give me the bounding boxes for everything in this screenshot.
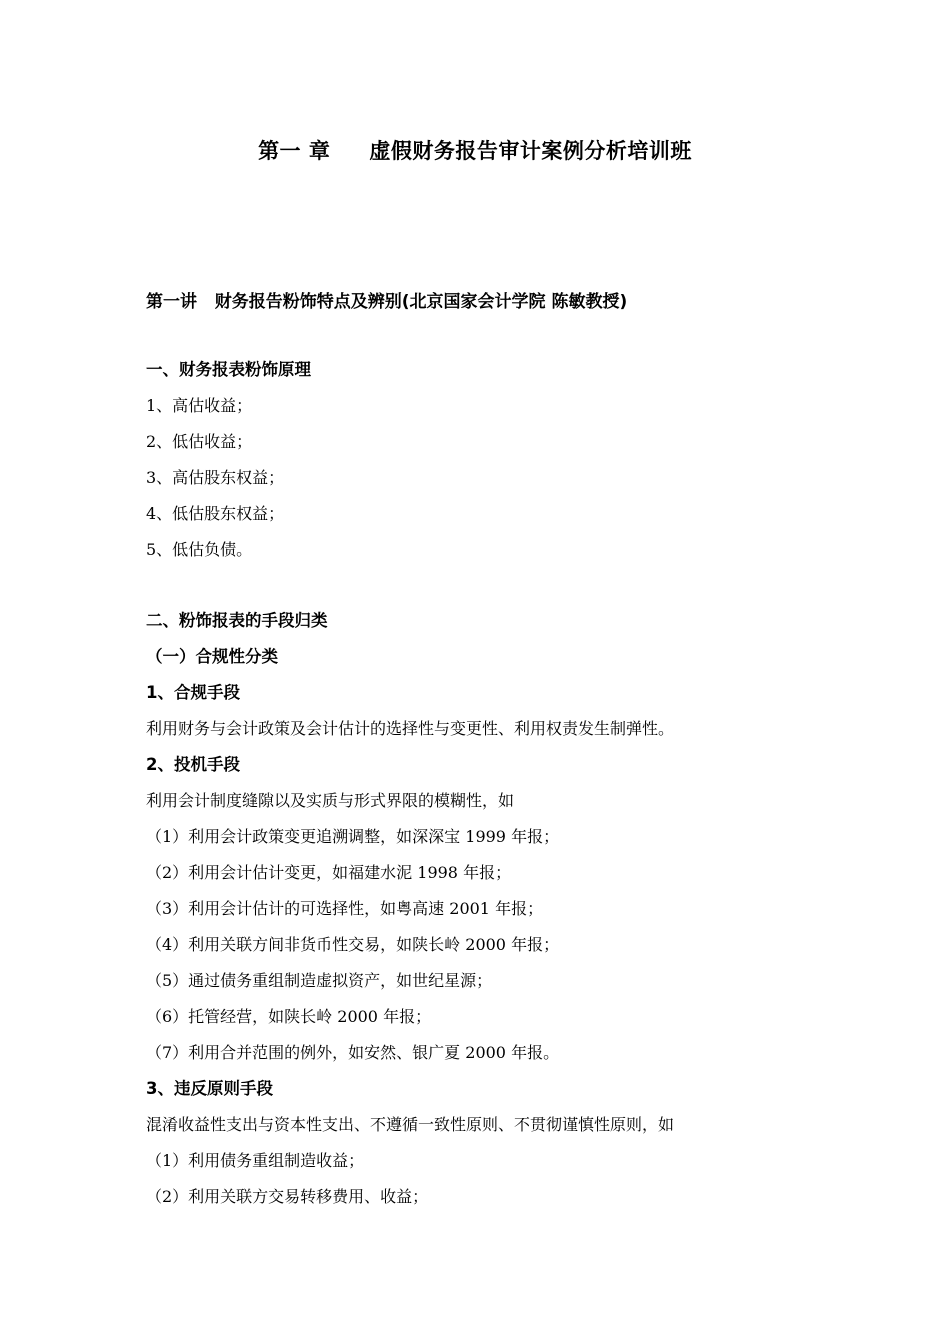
section-methods xyxy=(146,603,866,1215)
list-item: （1）利用债务重组制造收益； xyxy=(146,1151,365,1170)
subsection-heading: （一）合规性分类 xyxy=(146,647,278,666)
list-item: （7）利用合并范围的例外，如安然、银广夏 2000 年报。 xyxy=(146,1043,560,1062)
list-item: 4、低估股东权益； xyxy=(146,504,285,523)
list-item: 2、低估收益； xyxy=(146,432,253,451)
list-item: （6）托管经营，如陕长岭 2000 年报； xyxy=(146,1007,432,1026)
paragraph: 利用财务与会计政策及会计估计的选择性与变更性、利用权责发生制弹性。 xyxy=(146,719,675,738)
chapter-title: 第一 章 虚假财务报告审计案例分析培训班 xyxy=(258,139,692,163)
list-item: （4）利用关联方间非货币性交易，如陕长岭 2000 年报； xyxy=(146,935,560,954)
section-principles xyxy=(146,352,866,568)
means-heading: 2、投机手段 xyxy=(146,755,240,774)
paragraph: 混淆收益性支出与资本性支出、不遵循一致性原则、不贯彻谨慎性原则，如 xyxy=(146,1115,675,1134)
list-item: 1、高估收益； xyxy=(146,396,253,415)
list-item: 5、低估负债。 xyxy=(146,540,253,559)
list-item: （2）利用会计估计变更，如福建水泥 1998 年报； xyxy=(146,863,512,882)
list-item: （5）通过债务重组制造虚拟资产，如世纪星源； xyxy=(146,971,493,990)
means-heading: 3、违反原则手段 xyxy=(146,1079,273,1098)
paragraph: 利用会计制度缝隙以及实质与形式界限的模糊性，如 xyxy=(146,791,515,810)
section-heading: 二、粉饰报表的手段归类 xyxy=(146,611,328,630)
list-item: （1）利用会计政策变更追溯调整，如深深宝 1999 年报； xyxy=(146,827,560,846)
lecture-heading: 第一讲 财务报告粉饰特点及辨别(北京国家会计学院 陈敏教授) xyxy=(146,292,628,312)
list-item: 3、高估股东权益； xyxy=(146,468,285,487)
section-heading: 一、财务报表粉饰原理 xyxy=(146,360,311,379)
means-heading: 1、合规手段 xyxy=(146,683,240,702)
list-item: （3）利用会计估计的可选择性，如粤高速 2001 年报； xyxy=(146,899,544,918)
list-item: （2）利用关联方交易转移费用、收益； xyxy=(146,1187,429,1206)
